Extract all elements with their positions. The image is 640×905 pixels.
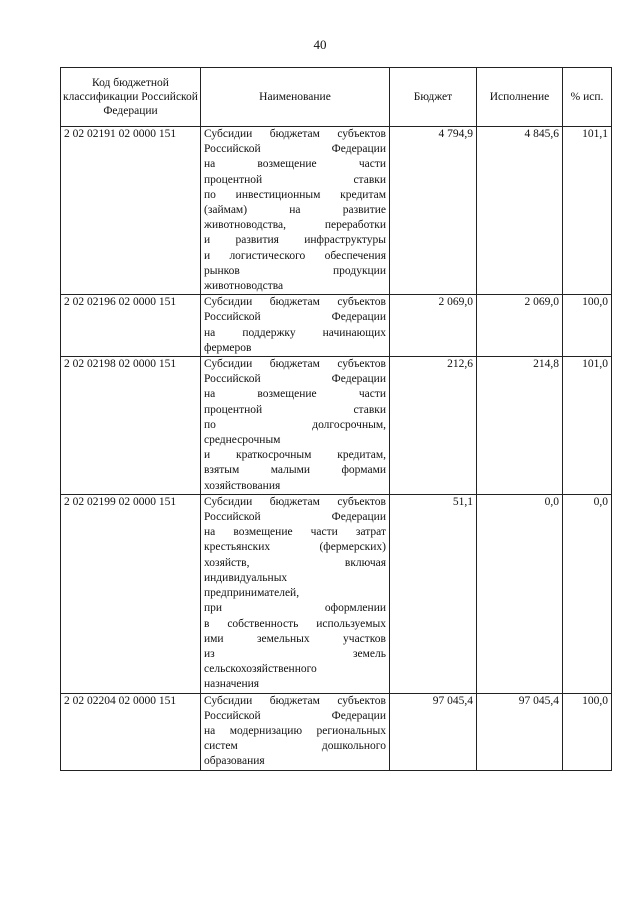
name-line: рынков продукции: [204, 264, 386, 277]
name-line: взятым малыми формами: [204, 464, 386, 477]
cell-budget: 51,1: [390, 494, 477, 693]
name-line: Субсидии бюджетам субъектов: [204, 495, 386, 508]
name-line: предпринимателей,: [204, 587, 300, 600]
name-line: среднесрочным: [204, 434, 281, 447]
header-code: Код бюджетной классификации Российской Федерации: [61, 68, 201, 127]
name-line: Российской Федерации: [204, 511, 386, 524]
header-execution: Исполнение: [477, 68, 563, 127]
cell-percent: 0,0: [563, 494, 612, 693]
cell-percent: 100,0: [563, 295, 612, 357]
cell-code: 2 02 02198 02 0000 151: [61, 357, 201, 495]
header-name: Наименование: [201, 68, 390, 127]
cell-execution: 4 845,6: [477, 127, 563, 295]
cell-code: 2 02 02199 02 0000 151: [61, 494, 201, 693]
name-line: хозяйств, включая: [204, 556, 386, 569]
name-line: процентной ставки: [204, 403, 386, 416]
name-line: на поддержку начинающих: [204, 326, 386, 339]
name-line: на возмещение части: [204, 388, 386, 401]
name-line: в собственность используемых: [204, 617, 386, 630]
cell-execution: 2 069,0: [477, 295, 563, 357]
cell-name: [201, 693, 390, 770]
table-row: [61, 127, 612, 295]
table-header-row: [61, 68, 612, 127]
cell-percent: 101,1: [563, 127, 612, 295]
header-percent: % исп.: [563, 68, 612, 127]
cell-budget: 2 069,0: [390, 295, 477, 357]
name-line: сельскохозяйственного: [204, 663, 317, 676]
name-line: крестьянских (фермерских): [204, 541, 386, 554]
name-line: Субсидии бюджетам субъектов: [204, 128, 386, 140]
cell-budget: 212,6: [390, 357, 477, 495]
name-line: животноводства, переработки: [204, 219, 386, 232]
cell-code: 2 02 02196 02 0000 151: [61, 295, 201, 357]
table-row: [61, 295, 612, 357]
cell-execution: 0,0: [477, 494, 563, 693]
name-line: на возмещение части: [204, 158, 386, 171]
name-line: индивидуальных: [204, 571, 288, 584]
cell-percent: 101,0: [563, 357, 612, 495]
name-line: и развития инфраструктуры: [204, 234, 386, 247]
cell-name: [201, 357, 390, 495]
name-line: Российской Федерации: [204, 143, 386, 156]
name-line: ими земельных участков: [204, 632, 386, 645]
cell-budget: 4 794,9: [390, 127, 477, 295]
name-line: животноводства: [204, 280, 284, 293]
name-line: Субсидии бюджетам субъектов: [204, 358, 386, 371]
cell-name: [201, 494, 390, 693]
cell-name: [201, 295, 390, 357]
name-line: хозяйствования: [204, 479, 281, 492]
name-line: (займам) на развитие: [204, 204, 386, 217]
name-line: Российской Федерации: [204, 311, 386, 324]
table-row: [61, 357, 612, 495]
name-line: по инвестиционным кредитам: [204, 188, 386, 201]
name-line: назначения: [204, 678, 260, 691]
name-line: процентной ставки: [204, 173, 386, 186]
page-number: 40: [313, 37, 327, 52]
cell-code: 2 02 02191 02 0000 151: [61, 127, 201, 295]
name-line: из земель: [204, 647, 386, 660]
name-line: образования: [204, 755, 265, 768]
name-line: фермеров: [204, 341, 252, 354]
name-line: Субсидии бюджетам субъектов: [204, 296, 386, 309]
name-line: по долгосрочным,: [204, 418, 386, 431]
name-line: Российской Федерации: [204, 709, 386, 722]
cell-execution: 97 045,4: [477, 693, 563, 770]
name-line: на возмещение части затрат: [204, 526, 386, 539]
budget-table: [60, 67, 612, 771]
cell-budget: 97 045,4: [390, 693, 477, 770]
cell-code: 2 02 02204 02 0000 151: [61, 693, 201, 770]
name-line: Российской Федерации: [204, 373, 386, 386]
name-line: систем дошкольного: [204, 740, 386, 753]
cell-execution: 214,8: [477, 357, 563, 495]
cell-name: [201, 127, 390, 295]
header-budget: Бюджет: [390, 68, 477, 127]
name-line: при оформлении: [204, 602, 386, 615]
name-line: и логистического обеспечения: [204, 249, 386, 262]
name-line: и краткосрочным кредитам,: [204, 449, 386, 462]
table-row: [61, 693, 612, 770]
table-row: [61, 494, 612, 693]
cell-percent: 100,0: [563, 693, 612, 770]
name-line: Субсидии бюджетам субъектов: [204, 694, 386, 707]
name-line: на модернизацию региональных: [204, 724, 386, 737]
